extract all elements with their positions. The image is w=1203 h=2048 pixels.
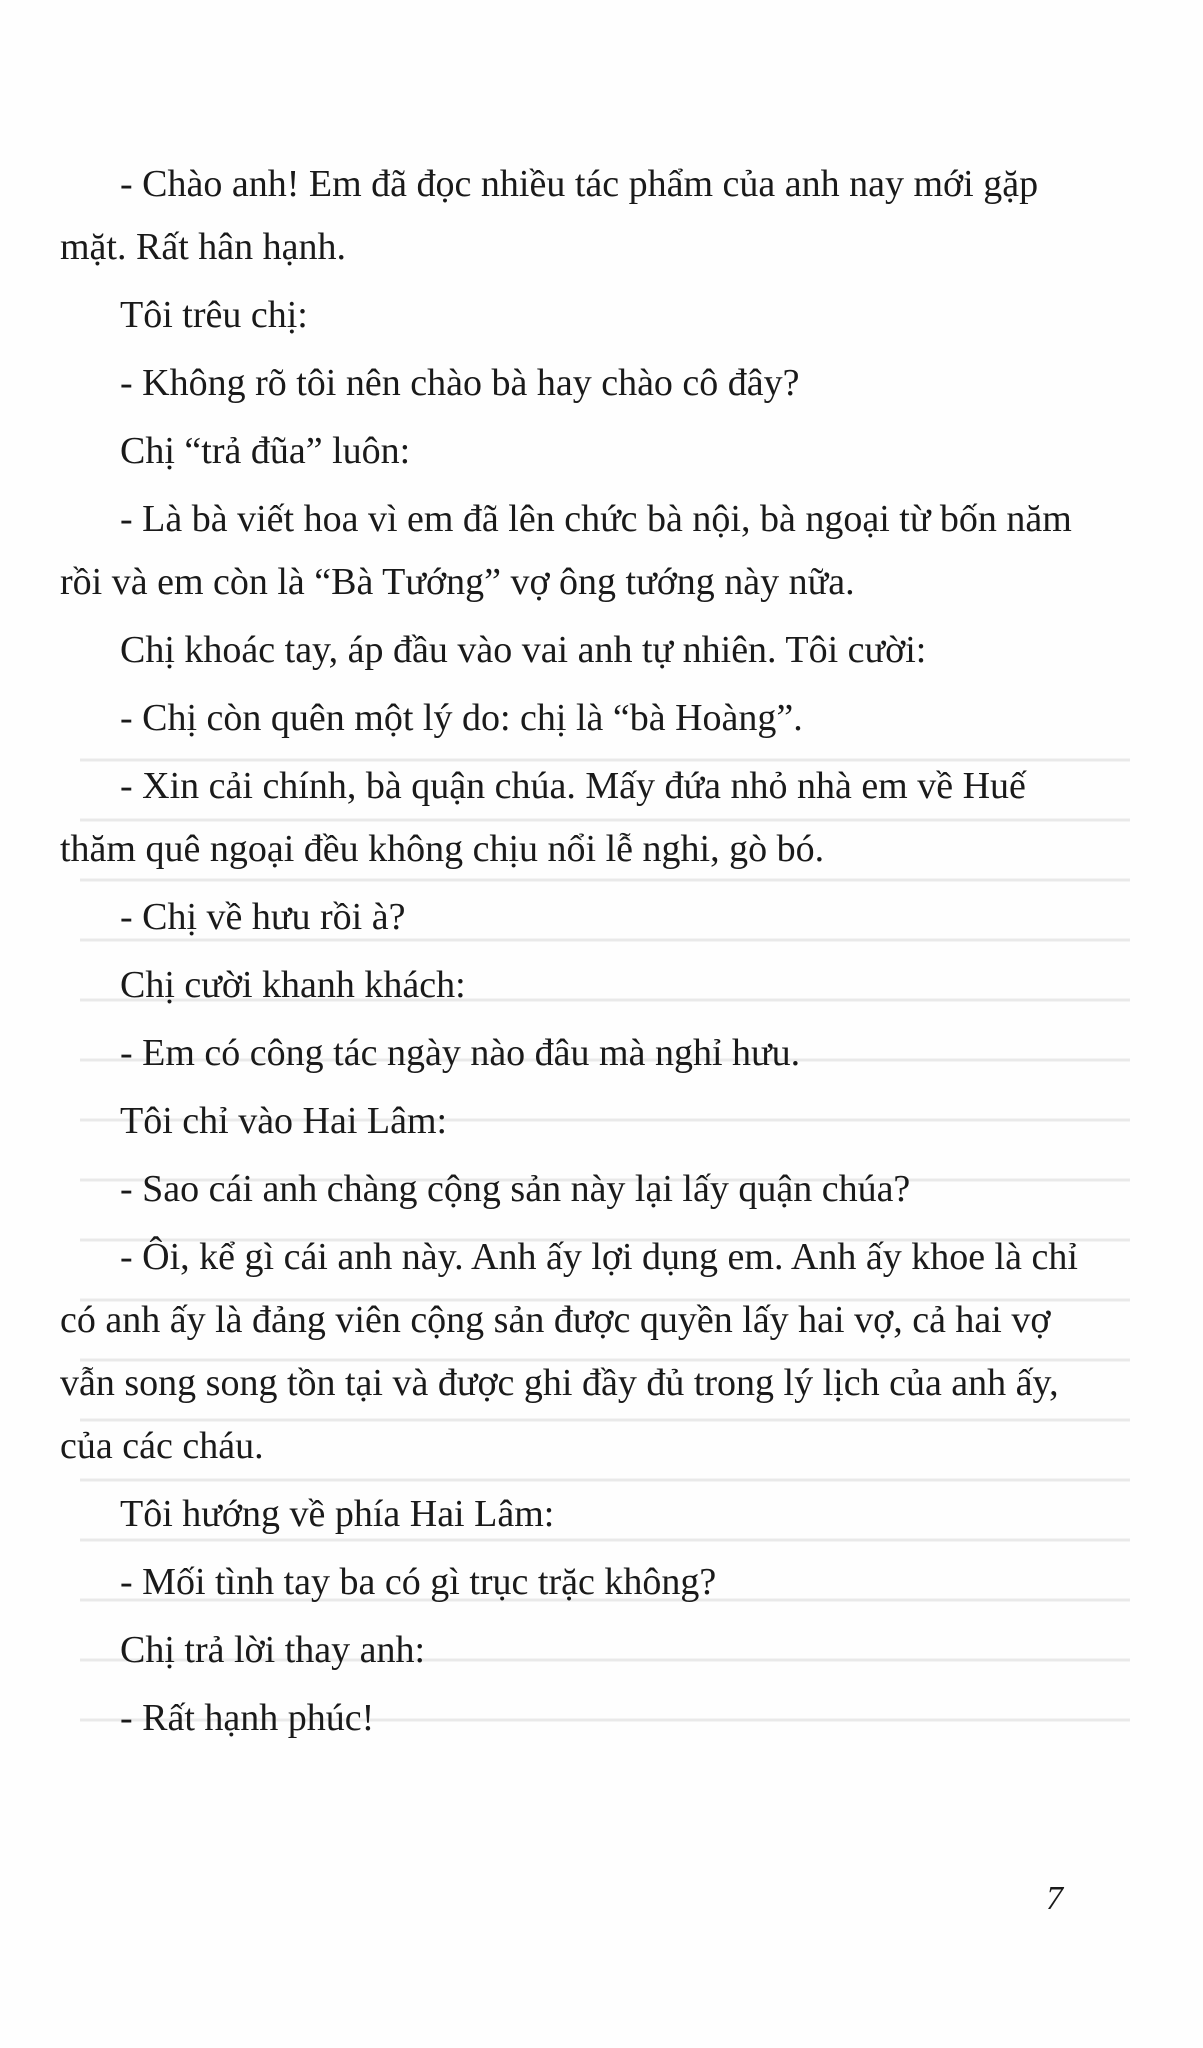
text-line: - Chào anh! Em đã đọc nhiều tác phẩm của anh nay mới gặp [120, 163, 1039, 205]
text-line: có anh ấy là đảng viên cộng sản được quyền lấy hai vợ, cả hai vợ [60, 1299, 1051, 1341]
text-line: Tôi chỉ vào Hai Lâm: [120, 1100, 448, 1142]
text-line: Chị “trả đũa” luôn: [120, 430, 411, 472]
text-line: - Không rõ tôi nên chào bà hay chào cô đây? [120, 362, 800, 404]
text-line: thăm quê ngoại đều không chịu nổi lễ nghi, gò bó. [60, 828, 825, 870]
text-line: - Ôi, kể gì cái anh này. Anh ấy lợi dụng em. Anh ấy khoe là chỉ [120, 1236, 1078, 1278]
text-line: Chị cười khanh khách: [120, 964, 466, 1006]
text-line: - Chị còn quên một lý do: chị là “bà Hoàng”. [120, 697, 803, 739]
text-line: - Em có công tác ngày nào đâu mà nghỉ hưu. [120, 1032, 801, 1074]
text-line: Tôi hướng về phía Hai Lâm: [120, 1493, 555, 1535]
text-line: - Rất hạnh phúc! [120, 1697, 375, 1739]
body-text [60, 155, 1100, 1757]
page-number: 7 [1046, 1880, 1063, 1917]
text-line: vẫn song song tồn tại và được ghi đầy đủ trong lý lịch của anh ấy, [60, 1362, 1059, 1404]
text-line: mặt. Rất hân hạnh. [60, 226, 346, 268]
text-line: của các cháu. [60, 1425, 264, 1467]
text-line: Tôi trêu chị: [120, 294, 308, 336]
text-line: - Chị về hưu rồi à? [120, 896, 406, 938]
text-line: - Mối tình tay ba có gì trục trặc không? [120, 1561, 717, 1603]
text-line: - Là bà viết hoa vì em đã lên chức bà nội, bà ngoại từ bốn năm [120, 498, 1072, 540]
text-line: - Xin cải chính, bà quận chúa. Mấy đứa nhỏ nhà em về Huế [120, 765, 1026, 807]
text-line: Chị trả lời thay anh: [120, 1629, 426, 1671]
text-line: - Sao cái anh chàng cộng sản này lại lấy quận chúa? [120, 1168, 911, 1210]
text-line: Chị khoác tay, áp đầu vào vai anh tự nhiên. Tôi cười: [120, 629, 927, 671]
text-line: rồi và em còn là “Bà Tướng” vợ ông tướng này nữa. [60, 561, 855, 603]
